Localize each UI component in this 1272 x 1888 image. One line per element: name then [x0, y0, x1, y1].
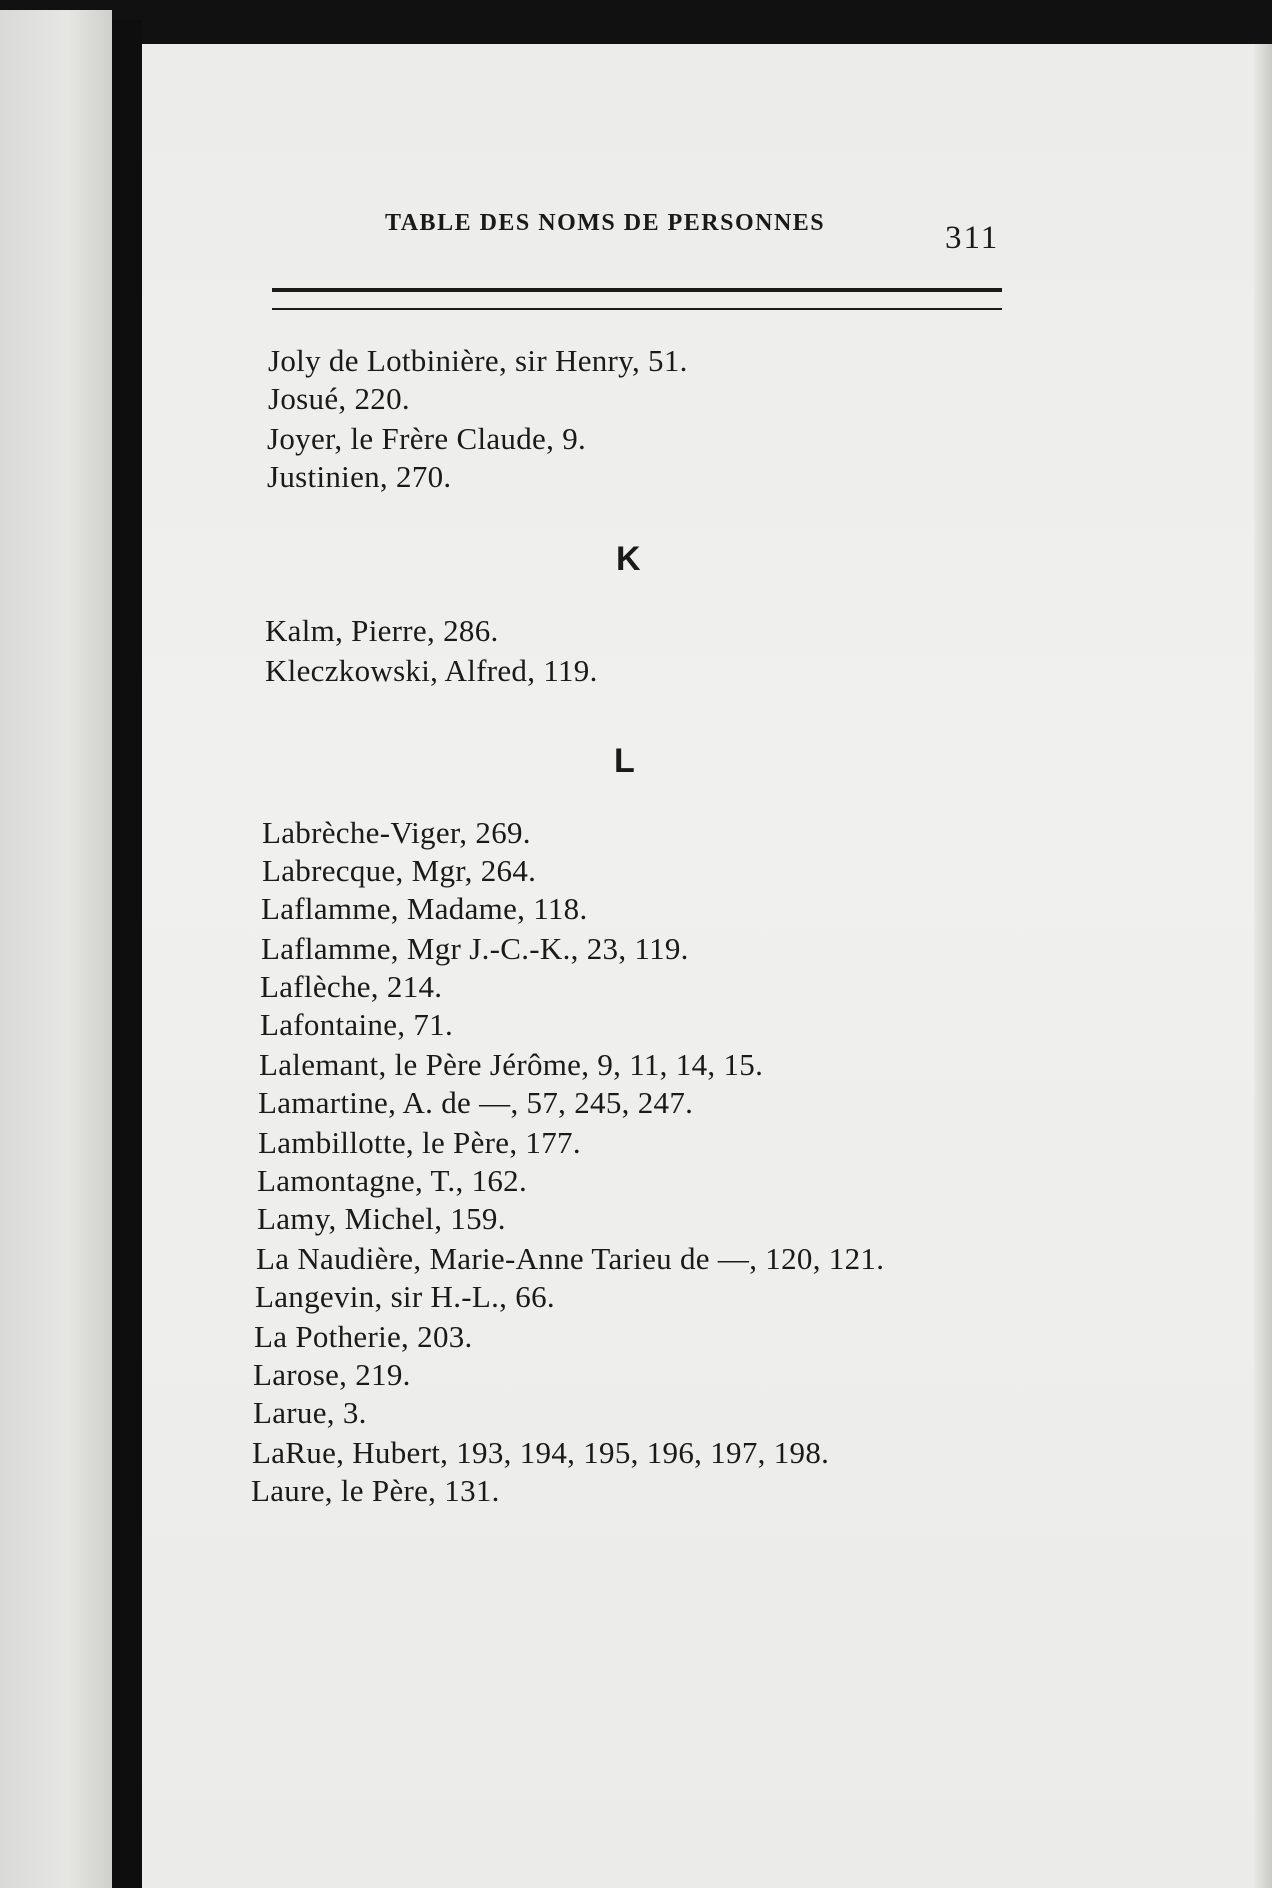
index-entry: Lambillotte, le Père, 177. [258, 1125, 581, 1160]
index-entry: Justinien, 270. [267, 459, 452, 494]
index-entry: Laure, le Père, 131. [251, 1473, 500, 1508]
index-entry: Lamartine, A. de —, 57, 245, 247. [258, 1085, 694, 1120]
scan-top-border [0, 0, 1272, 44]
index-entry: Lalemant, le Père Jérôme, 9, 11, 14, 15. [259, 1047, 764, 1082]
index-entry: Langevin, sir H.-L., 66. [255, 1279, 555, 1314]
running-head: TABLE DES NOMS DE PERSONNES [385, 210, 826, 236]
index-entry: Lamy, Michel, 159. [257, 1201, 506, 1236]
index-entry: Kalm, Pierre, 286. [265, 613, 499, 648]
index-entry: Joyer, le Frère Claude, 9. [267, 421, 587, 456]
index-entry: La Potherie, 203. [254, 1319, 473, 1354]
index-entry: Joly de Lotbinière, sir Henry, 51. [268, 343, 688, 378]
index-entry: La Naudière, Marie-Anne Tarieu de —, 120, 121. [256, 1241, 885, 1276]
index-entry: Larue, 3. [253, 1395, 367, 1430]
index-entry: Lafontaine, 71. [260, 1007, 454, 1042]
index-entry: Lamontagne, T., 162. [257, 1163, 528, 1198]
index-entry: Laflamme, Madame, 118. [261, 891, 588, 926]
page-number: 311 [945, 220, 1000, 256]
index-entry: LaRue, Hubert, 193, 194, 195, 196, 197, 198. [252, 1435, 830, 1470]
index-entry: Larose, 219. [253, 1357, 411, 1392]
page-edge-shadow [1254, 44, 1272, 1888]
section-letter-l: L [614, 742, 635, 780]
header-rule-thick [272, 288, 1002, 292]
index-entry: Laflèche, 214. [260, 969, 443, 1004]
index-entry: Josué, 220. [268, 381, 410, 416]
facing-page-edge [0, 10, 112, 1888]
header-rule-thin [272, 308, 1002, 310]
section-letter-k: K [616, 540, 641, 578]
index-entry: Kleczkowski, Alfred, 119. [265, 653, 598, 688]
book-gutter [112, 20, 142, 1888]
index-entry: Labrecque, Mgr, 264. [262, 853, 537, 888]
index-entry: Laflamme, Mgr J.-C.-K., 23, 119. [261, 931, 689, 966]
index-entry: Labrèche-Viger, 269. [262, 815, 531, 850]
